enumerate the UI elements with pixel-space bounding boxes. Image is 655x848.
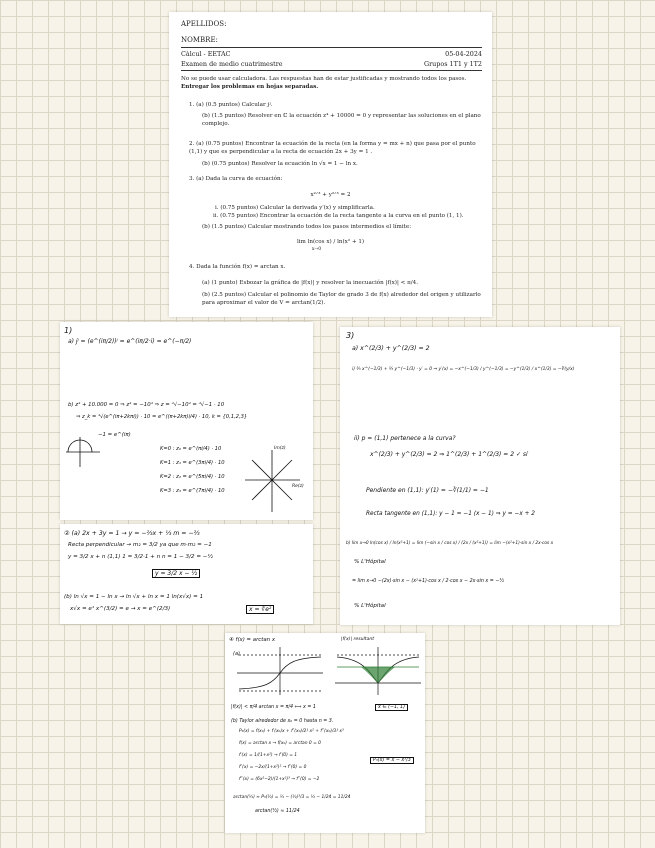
sol4-l14: arctan(½) ≈ 11/24	[255, 809, 300, 814]
problem-2b: (b) (0.75 puntos) Resolver la ecuación ln √x = 1 − ln x.	[202, 161, 358, 167]
solution-4-sheet	[225, 633, 425, 833]
sol3-l3: ii) p = (1,1) pertenece a la curva?	[354, 435, 456, 442]
sol1-b1: b) z⁴ + 10.000 = 0 ⇒ z⁴ = −10⁴ ⇒ z = ⁴√−10⁴ = ⁴√−1 · 10	[68, 402, 225, 408]
sol1-k3: K=3 : z₃ = e^(7πi/4) · 10	[160, 488, 225, 494]
header-rule-2	[181, 70, 482, 71]
problem-3b: (b) (1.5 puntos) Calcular mostrando todos los pasos intermedios el límite:	[202, 224, 412, 230]
sol1-k0: K=0 : z₀ = e^(πi/4) · 10	[160, 446, 222, 452]
problem-4b: (b) (2.5 puntos) Calcular el polinomio de Taylor de grado 3 de f(x) alrededor del origen y utilizarlo para aproximar el valor de V = arctan(1/2).	[202, 292, 481, 306]
sol4-l9: f′(x) = 1/(1+x²) → f′(0) = 1	[239, 753, 298, 758]
sol3-l2: i) ⅔ x^(−1/3) + ⅔ y^(−1/3) · y′ = 0 ⇒ y′(x) = −x^(−1/3) / y^(−1/3) = −y^(1/3) / x^(1/3) = −∛(y/x)	[352, 367, 575, 372]
header-rule	[181, 47, 482, 48]
sol3-l10: % L'Hôpital	[354, 603, 386, 609]
problem-3a: 3. (a) Dada la curva de ecuación:	[189, 176, 283, 182]
axis-re: Re(z)	[292, 484, 304, 489]
exam-row	[181, 60, 482, 69]
instructions: No se puede usar calculadora. Las respuestas han de estar justificadas y mostrando todos los pasos.	[181, 76, 467, 82]
sol4-l3: (a)	[233, 651, 240, 657]
sol2-l3: y = 3/2 x + n (1,1) 1 = 3/2·1 + n n = 1 − 3/2 = −½	[68, 554, 213, 560]
sol1-label: 1)	[64, 326, 73, 335]
course-name: Càlcul - EETAC	[181, 50, 231, 58]
problem-1b: (b) (1.5 puntos) Resolver en ℂ la ecuación z⁴ + 10000 = 0 y representar las soluciones en el plano complejo.	[202, 113, 481, 127]
solution-1-sheet	[60, 322, 313, 520]
problem-3-limit-sub: x→0	[311, 247, 322, 252]
sol4-l10: f″(x) = −2x/(1+x²)² → f″(0) = 0	[239, 765, 307, 770]
sol3-l6: Recta tangente en (1,1): y − 1 = −1 (x − 1) ⇒ y = −x + 2	[366, 511, 535, 517]
sol4-l6: (b) Taylor alrededor de x₀ = 0 hasta n = 3.	[231, 719, 334, 724]
sol3-l8: % L'Hôpital	[354, 559, 386, 565]
problem-3-equation: x²ᐟ³ + y²ᐟ³ = 2	[310, 192, 351, 198]
sol2-l2: Recta perpendicular → m₂ = 3/2 ya que m·m₂ = −1	[68, 542, 212, 548]
solution-2-sheet	[60, 524, 313, 624]
problem-3-limit: lim ln(cos x) / ln(x² + 1)	[296, 239, 365, 245]
problem-4: 4. Dada la función f(x) = arctan x.	[189, 264, 286, 270]
sol2-l6: x√x = e¹ x^(3/2) = e → x = e^(2/3)	[70, 606, 171, 612]
sol4-l2: |f(x)| resultant	[341, 637, 375, 642]
sol1-k1: K=1 : z₁ = e^(3πi/4) · 10	[160, 460, 225, 466]
sol3-l4: x^(2/3) + y^(2/3) = 2 ⇒ 1^(2/3) + 1^(2/3) = 2 ✓ sí	[370, 451, 528, 458]
complex-plane-sketch	[60, 322, 313, 520]
problem-3a-ii: ii. (0.75 puntos) Encontrar la ecuación de la recta tangente a la curva en el punto (1, 1).	[213, 213, 464, 219]
problem-1a: 1. (a) (0.5 puntos) Calcular jʲ.	[189, 102, 273, 108]
exam-title: Examen de medio cuatrimestre	[181, 60, 283, 68]
sol1-b2: ⇒ z_k = ⁴√(e^(iπ+2kπi)) · 10 = e^((π+2kπ)i/4) · 10, k = {0,1,2,3}	[76, 414, 248, 420]
sol2-answer-a: y = 3/2 x − ½	[152, 569, 200, 578]
sol1-k2: K=2 : z₂ = e^(5πi/4) · 10	[160, 474, 225, 480]
sol3-l9: = lim x→0 −(2x)·sin x − (x²+1)·cos x / 2·cos x − 2x·sin x = −½	[352, 579, 504, 584]
sol3-l7: b) lim x→0 ln(cos x) / ln(x²+1) = lim (−sin x / cos x) / (2x / (x²+1)) = lim −(x²+1)·sin x / 2x·cos x	[346, 541, 554, 546]
exam-date: 05-04-2024	[445, 50, 482, 58]
sol2-answer-b: x = ∛e²	[246, 605, 274, 614]
sol3-l5: Pendiente en (1,1): y′(1) = −∛(1/1) = −1	[366, 487, 489, 494]
problem-3a-i: i. (0.75 puntos) Calcular la derivada y′(x) y simplificarla.	[215, 205, 375, 211]
sol2-l5: (b) ln √x = 1 − ln x → ln √x + ln x = 1 ln(x√x) = 1	[64, 594, 204, 600]
sol4-l4: |f(x)| < π/4 arctan x = π/4 ⟺ x = 1	[231, 705, 316, 710]
sol4-l5: x ∈ (−1, 1)	[375, 704, 408, 711]
sol4-l7: P₃(x) = f(x₀) + f′(x₀)x + f″(x₀)/2! x² + f‴(x₀)/3! x³	[239, 729, 344, 734]
sol4-l11: f‴(x) = (6x²−2)/(1+x²)³ → f‴(0) = −2	[239, 777, 320, 782]
axis-im: Im(z)	[274, 446, 286, 451]
sol4-l13: arctan(½) ≈ P₃(½) = ½ − (½)³/3 = ½ − 1/24 = 11/24	[233, 795, 351, 800]
sol3-l1: a) x^(2/3) + y^(2/3) = 2	[352, 345, 430, 352]
exam-groups: Grupos 1T1 y 1T2	[424, 60, 482, 68]
problem-4a: (a) (1 punto) Esbozar la gráfica de |f(x)| y resolver la inecuación |f(x)| < π/4.	[202, 280, 418, 286]
apellidos-label: APELLIDOS:	[181, 20, 227, 28]
nombre-label: NOMBRE:	[181, 36, 218, 44]
sol1-a: a) jʲ = (e^(iπ/2))ʲ = e^(iπ/2·i) = e^(−π/2)	[68, 338, 192, 345]
sol4-l12: P₃(x) = x − x³/3	[370, 757, 414, 764]
sol4-l8: f(x) = arctan x → f(x₀) = arctan 0 = 0	[239, 741, 321, 746]
sol3-label: 3)	[346, 331, 355, 340]
exam-sheet	[169, 12, 492, 317]
problem-2a: 2. (a) (0.75 puntos) Encontrar la ecuación de la recta (en la forma y = mx + n) que pasa por el punto (1,1) y que es perpendicular a la recta de ecuación 2x + 3y = 1 .	[189, 141, 476, 155]
sol2-l1: ② (a) 2x + 3y = 1 → y = −⅔x + ⅓ m = −⅔	[64, 530, 200, 537]
sol4-l1: ④ f(x) = arctan x	[229, 637, 276, 643]
solution-3-sheet	[340, 327, 620, 625]
course-row	[181, 50, 482, 59]
sol1-b3: −1 = e^(iπ)	[98, 432, 131, 438]
instructions-bold: Entregar los problemas en hojas separadas.	[181, 84, 319, 90]
